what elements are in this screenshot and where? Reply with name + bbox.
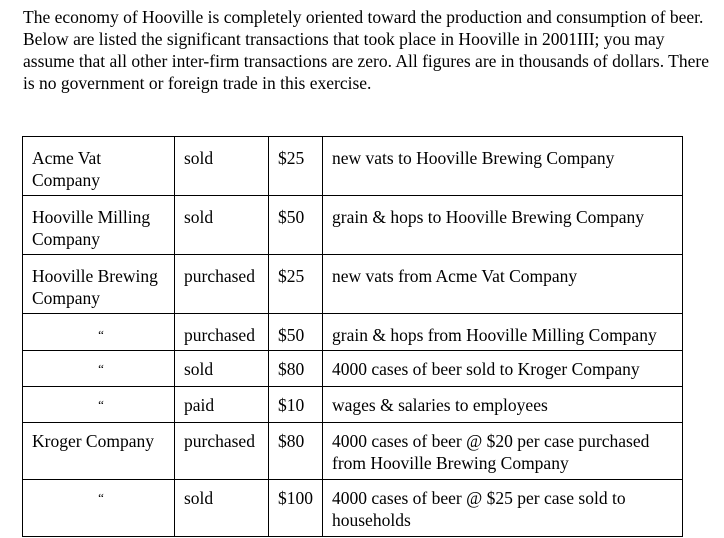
description-cell: grain & hops from Hooville Milling Company [323, 314, 683, 351]
company-cell: Acme Vat Company [23, 137, 175, 196]
company-cell: Hooville Milling Company [23, 196, 175, 255]
action-cell: sold [175, 351, 269, 387]
action-cell: sold [175, 137, 269, 196]
ditto-mark-cell: “ [23, 387, 175, 423]
amount-cell: $10 [269, 387, 323, 423]
amount-cell: $80 [269, 351, 323, 387]
action-cell: sold [175, 196, 269, 255]
table-row [23, 137, 683, 196]
action-cell: paid [175, 387, 269, 423]
amount-cell: $80 [269, 423, 323, 480]
amount-cell: $100 [269, 480, 323, 537]
table-row [23, 480, 683, 537]
description-cell: 4000 cases of beer @ $25 per case sold to households [323, 480, 683, 537]
amount-cell: $25 [269, 255, 323, 314]
description-cell: 4000 cases of beer @ $20 per case purchased from Hooville Brewing Company [323, 423, 683, 480]
company-cell: Hooville Brewing Company [23, 255, 175, 314]
table-row [23, 423, 683, 480]
amount-cell: $25 [269, 137, 323, 196]
ditto-mark-cell: “ [23, 314, 175, 351]
description-cell: wages & salaries to employees [323, 387, 683, 423]
table-row [23, 314, 683, 351]
table-row [23, 351, 683, 387]
amount-cell: $50 [269, 196, 323, 255]
table-row [23, 255, 683, 314]
ditto-mark-cell: “ [23, 351, 175, 387]
intro-paragraph: The economy of Hooville is completely oriented toward the production and consumption of beer. Below are listed the significant transactions that took place in Hooville in 2001III; you may assume that all other inter-firm transactions are zero. All figures are in thousands of dollars. There is no government or foreign trade in this exercise. [23, 7, 709, 93]
action-cell: purchased [175, 423, 269, 480]
action-cell: purchased [175, 255, 269, 314]
action-cell: sold [175, 480, 269, 537]
description-cell: new vats to Hooville Brewing Company [323, 137, 683, 196]
description-cell: new vats from Acme Vat Company [323, 255, 683, 314]
description-cell: grain & hops to Hooville Brewing Company [323, 196, 683, 255]
table-row [23, 196, 683, 255]
description-cell: 4000 cases of beer sold to Kroger Company [323, 351, 683, 387]
transactions-table [22, 136, 683, 537]
table-row [23, 387, 683, 423]
ditto-mark-cell: “ [23, 480, 175, 537]
action-cell: purchased [175, 314, 269, 351]
amount-cell: $50 [269, 314, 323, 351]
company-cell: Kroger Company [23, 423, 175, 480]
